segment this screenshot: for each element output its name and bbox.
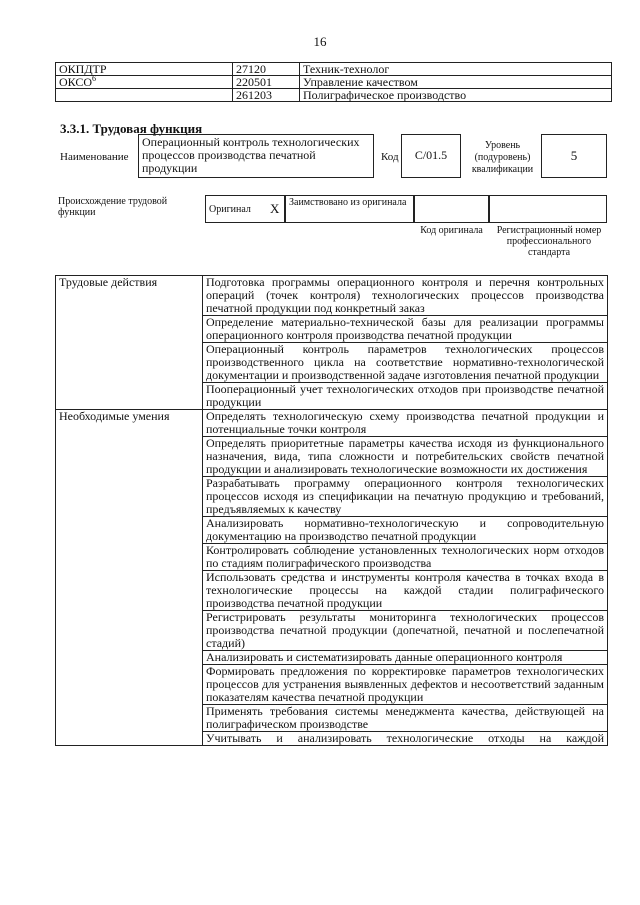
original-label: Оригинал [209,204,251,215]
classifier-code: 27120 [233,63,300,76]
skill-item: Применять требования системы менеджмента качества, действующей на полиграфическом производстве [203,705,608,732]
skill-item: Контролировать соблюдение установленных технологических норм отходов по стадиям полиграфического производства [203,544,608,571]
labor-action-item: Операционный контроль параметров технологических процессов производственного цикла на соответствие нормативно-технологической документации и производственной задаче изготовления печатной продукции [203,343,608,383]
table-row [56,63,612,76]
skill-item: Использовать средства и инструменты контроля качества в точках входа в технологические процессы на каждой стадии полиграфического производства печатной продукции [203,571,608,611]
classifier-code: 220501 [233,76,300,89]
original-box [205,195,285,223]
skill-item: Разрабатывать программу операционного контроля технологических процессов исходя из спецификации на печатную продукцию и требований, предъявляемых к качеству [203,477,608,517]
page-number: 16 [313,34,327,49]
classifier-codes-table [55,62,612,102]
function-name-box: Операционный контроль технологических процессов производства печатной продукции [138,134,374,178]
labor-action-item: Подготовка программы операционного контроля и перечня контрольных операций (точек контроля) технологических процессов производства печатной продукции под конкретный заказ [203,276,608,316]
skill-item: Учитывать и анализировать технологические отходы на каждой [203,732,608,746]
section-title: 3.3.1. Трудовая функция [60,121,203,136]
labor-action-item: Определение материально-технической базы для реализации программы операционного контроля производства печатной продукции [203,316,608,343]
original-mark: X [270,201,280,216]
classifier-title: Управление качеством [300,76,612,89]
skills-header: Необходимые умения [56,410,203,746]
table-row [56,89,612,102]
table-row [56,410,608,437]
code-original-label: Код оригинала [420,225,483,236]
origin-label: Происхождение трудовой функции [58,196,168,218]
skill-item: Определять приоритетные параметры качества исходя из функционального назначения, вида, типа сложности и потребительских свойств печатной продукции и анализировать технологические возможности их достижения [203,437,608,477]
classifier-title: Полиграфическое производство [300,89,612,102]
borrowed-box: Заимствовано из оригинала [285,195,414,223]
skill-item: Анализировать и систематизировать данные операционного контроля [203,651,608,665]
function-code-box: С/01.5 [401,134,461,178]
table-row [56,276,608,316]
classifier-name [56,89,233,102]
table-row [56,76,612,89]
name-label: Наименование [60,151,129,163]
labor-actions-header: Трудовые действия [56,276,203,410]
labor-action-item: Пооперационный учет технологических отходов при производстве печатной продукции [203,383,608,410]
skill-item: Формировать предложения по корректировке параметров технологических процессов для устранения выявленных дефектов и несоответствий заданным показателям качества печатной продукции [203,665,608,705]
skill-item: Регистрировать результаты мониторинга технологических процессов производства печатной продукции (допечатной, печатной и послепечатной стадий) [203,611,608,651]
skill-item: Анализировать нормативно-технологическую и сопроводительную документацию на производство печатной продукции [203,517,608,544]
reg-number-label: Регистрационный номер профессионального стандарта [496,225,602,258]
function-details-table [55,275,608,746]
classifier-name: ОКСО$^6$ [56,76,233,89]
code-original-box [414,195,489,223]
level-value-box: 5 [541,134,607,178]
level-label: Уровень (подуровень) квалификации [471,140,534,175]
reg-number-box [489,195,607,223]
skill-item: Определять технологическую схему производства печатной продукции и потенциальные точки контроля [203,410,608,437]
classifier-name: ОКПДТР [56,63,233,76]
classifier-code: 261203 [233,89,300,102]
code-label: Код [381,151,399,163]
classifier-title: Техник-технолог [300,63,612,76]
